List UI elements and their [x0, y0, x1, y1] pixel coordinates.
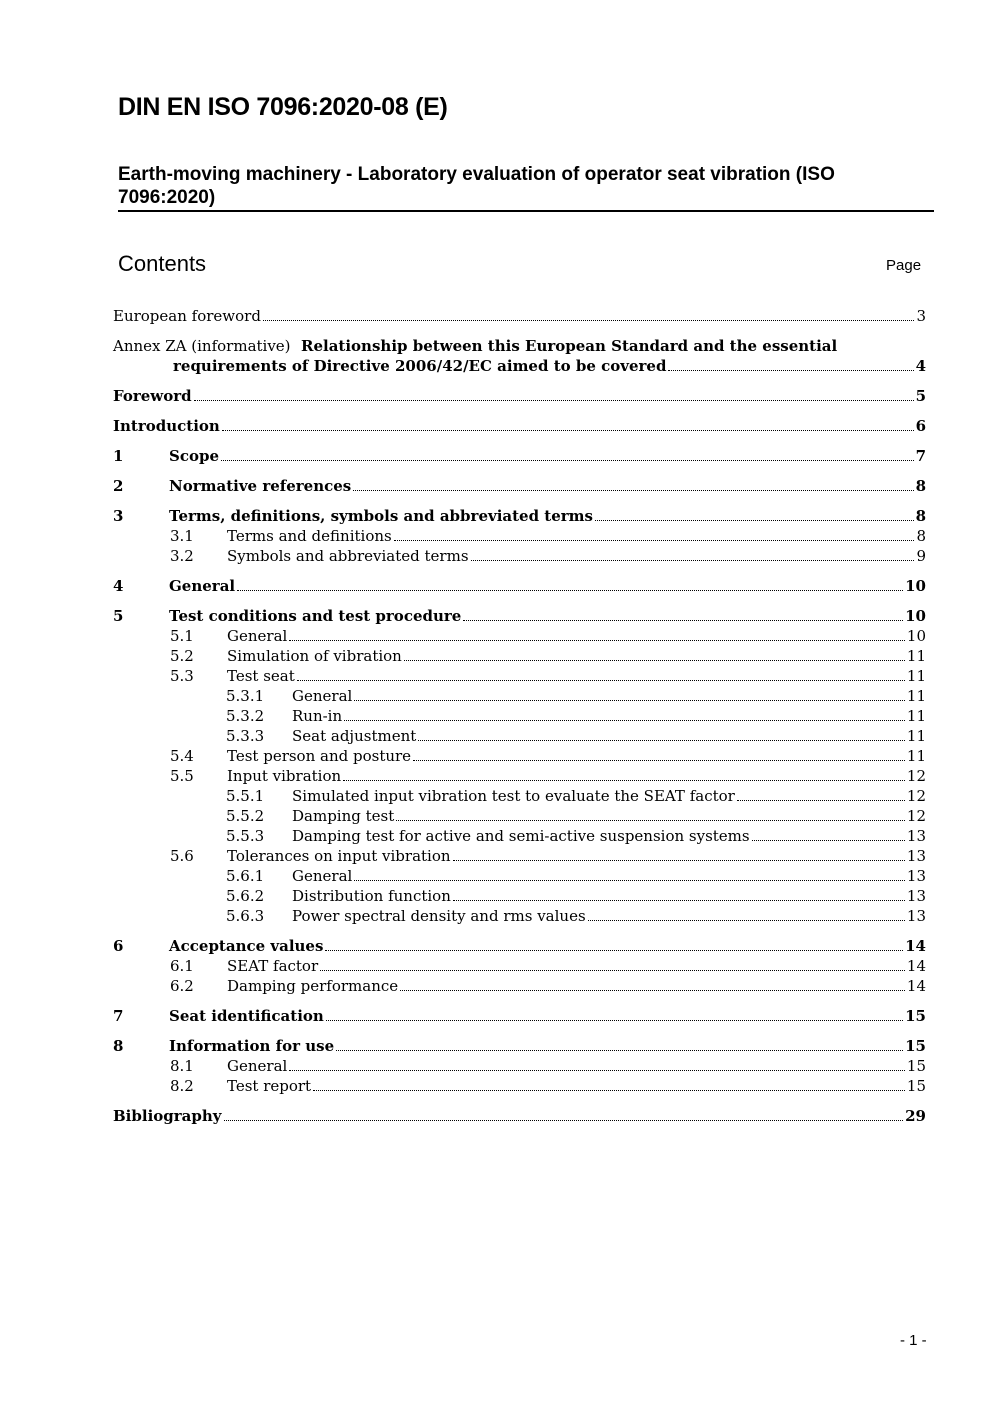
toc-entry-title: Seat adjustment	[292, 727, 417, 745]
toc-entry-number: 5.3.3	[226, 727, 265, 745]
toc-entry-title: Test person and posture	[227, 747, 412, 765]
toc-entry-page: 6	[915, 417, 926, 435]
toc-entry-page: 15	[906, 1057, 926, 1075]
toc-entry-title: Symbols and abbreviated terms	[227, 547, 469, 565]
toc-leader-dots	[297, 680, 905, 681]
toc-entry[interactable]	[113, 506, 926, 526]
toc-entry-number: 5.6	[170, 847, 194, 865]
toc-entry-title: Scope	[169, 447, 220, 465]
toc-entry-page: 8	[915, 477, 926, 495]
toc-entry-number: 5.5	[170, 767, 194, 785]
toc-entry-number: 5.6.2	[226, 887, 265, 905]
toc-entry-number: 2	[113, 477, 124, 495]
toc-entry-page: 4	[915, 357, 926, 375]
annex-title-line2: requirements of Directive 2006/42/EC aimed to be covered	[173, 357, 667, 375]
toc-entry[interactable]	[113, 526, 926, 546]
toc-entry[interactable]	[113, 826, 926, 846]
toc-entry-number: 5.3.2	[226, 707, 265, 725]
toc-entry-page: 11	[906, 747, 926, 765]
toc-entry-title: European foreword	[113, 307, 261, 325]
toc-entry-page: 29	[905, 1107, 926, 1125]
toc-entry[interactable]	[113, 746, 926, 766]
toc-entry-title: SEAT factor	[227, 957, 319, 975]
toc-entry-title: Simulation of vibration	[227, 647, 402, 665]
toc-entry[interactable]	[113, 576, 926, 596]
toc-entry-number: 6.2	[170, 977, 194, 995]
toc-leader-dots	[668, 370, 913, 371]
toc-leader-dots	[471, 560, 914, 561]
toc-leader-dots	[237, 590, 903, 591]
toc-leader-dots	[453, 900, 905, 901]
toc-list	[113, 386, 926, 1126]
toc-entry-title: General	[227, 627, 288, 645]
document-subtitle: Earth-moving machinery - Laboratory evaluation of operator seat vibration (ISO 7096:2020)	[118, 164, 835, 208]
toc-leader-dots	[353, 490, 913, 491]
toc-entry-number: 5.3	[170, 667, 194, 685]
toc-entry[interactable]	[113, 1076, 926, 1096]
toc-leader-dots	[595, 520, 914, 521]
toc-entry-page: 9	[916, 547, 926, 565]
toc-entry-title: Damping performance	[227, 977, 399, 995]
toc-entry-page: 10	[905, 607, 926, 625]
toc-leader-dots	[326, 1020, 903, 1021]
toc-entry-title: Acceptance values	[169, 937, 324, 955]
toc-entry-number: 1	[113, 447, 124, 465]
contents-heading: Contents	[118, 251, 207, 276]
toc-entry-page: 13	[906, 827, 926, 845]
toc-entry-title: Introduction	[113, 417, 220, 435]
toc-entry-number: 5.5.2	[226, 807, 265, 825]
toc-entry-number: 5.6.1	[226, 867, 265, 885]
toc-leader-dots	[396, 820, 905, 821]
toc-entry[interactable]	[113, 626, 926, 646]
page-column-heading: Page	[886, 257, 922, 274]
toc-entry[interactable]	[113, 546, 926, 566]
toc-entry[interactable]	[113, 906, 926, 926]
toc-leader-dots	[313, 1090, 905, 1091]
toc-leader-dots	[336, 1050, 903, 1051]
toc-entry-title: Distribution function	[292, 887, 451, 905]
toc-entry[interactable]	[113, 806, 926, 826]
toc-entry-page: 10	[906, 627, 926, 645]
toc-entry[interactable]	[113, 866, 926, 886]
toc-entry-title: Damping test	[292, 807, 395, 825]
toc-entry-page: 11	[906, 647, 926, 665]
toc-entry-page: 11	[906, 687, 926, 705]
toc-entry[interactable]	[113, 786, 926, 806]
toc-entry[interactable]	[113, 936, 926, 956]
toc-entry-number: 8.1	[170, 1057, 194, 1075]
toc-entry-number: 5	[113, 607, 124, 625]
toc-leader-dots	[354, 880, 905, 881]
toc-entry-title: General	[169, 577, 236, 595]
toc-entry-page: 13	[906, 907, 926, 925]
toc-entry[interactable]	[113, 976, 926, 996]
toc-entry-page: 13	[906, 887, 926, 905]
toc-entry-title: Input vibration	[227, 767, 342, 785]
toc-leader-dots	[413, 760, 905, 761]
toc-entry-title: Run-in	[292, 707, 343, 725]
toc-entry-page: 14	[906, 957, 926, 975]
toc-entry-title: General	[292, 867, 353, 885]
toc-entry[interactable]	[113, 1056, 926, 1076]
toc-entry-title: Terms, definitions, symbols and abbreviated terms	[169, 507, 593, 525]
toc-entry[interactable]	[113, 386, 926, 406]
toc-entry-title: General	[292, 687, 353, 705]
toc-entry-page: 10	[905, 577, 926, 595]
toc-entry[interactable]	[113, 416, 926, 436]
toc-entry-title: Foreword	[113, 387, 192, 405]
toc-entry-title: Information for use	[169, 1037, 335, 1055]
toc-entry-page: 12	[906, 787, 926, 805]
toc-entry-number: 6.1	[170, 957, 194, 975]
toc-entry-annex-za[interactable]	[113, 336, 926, 376]
toc-entry[interactable]	[113, 666, 926, 686]
toc-entry-title: Simulated input vibration test to evaluate the SEAT factor	[292, 787, 735, 805]
toc-entry-page: 12	[906, 807, 926, 825]
toc-entry-title: Tolerances on input vibration	[227, 847, 451, 865]
toc-leader-dots	[289, 640, 905, 641]
toc-leader-dots	[224, 1120, 904, 1121]
toc-leader-dots	[737, 800, 905, 801]
toc-entry[interactable]	[113, 766, 926, 786]
toc-leader-dots	[400, 990, 905, 991]
toc-entry-page: 8	[916, 527, 926, 545]
toc-entry-number: 8	[113, 1037, 124, 1055]
toc-entry[interactable]	[113, 706, 926, 726]
toc-entry[interactable]	[113, 726, 926, 746]
toc-entry-number: 5.1	[170, 627, 194, 645]
toc-entry-page: 13	[906, 867, 926, 885]
toc-entry-page: 15	[906, 1077, 926, 1095]
toc-leader-dots	[418, 740, 905, 741]
toc-entry-page: 3	[916, 307, 926, 325]
toc-entry[interactable]	[113, 1036, 926, 1056]
toc-leader-dots	[344, 720, 905, 721]
toc-entry-title: Test seat	[227, 667, 295, 685]
toc-entry-title: Terms and definitions	[227, 527, 392, 545]
toc-leader-dots	[222, 430, 914, 431]
toc-entry-page: 11	[906, 667, 926, 685]
toc-entry[interactable]	[113, 686, 926, 706]
toc-leader-dots	[221, 460, 914, 461]
toc-entry[interactable]	[113, 1106, 926, 1126]
toc-entry-number: 6	[113, 937, 124, 955]
toc-entry-page: 15	[905, 1007, 926, 1025]
toc-entry-title: Normative references	[169, 477, 352, 495]
toc-leader-dots	[354, 700, 905, 701]
toc-entry-title: Test conditions and test procedure	[169, 607, 462, 625]
toc-entry-page: 14	[905, 937, 926, 955]
toc-entry-european-foreword[interactable]	[113, 306, 926, 326]
toc-entry-number: 5.6.3	[226, 907, 265, 925]
toc-entry-number: 5.4	[170, 747, 194, 765]
toc-leader-dots	[289, 1070, 905, 1071]
toc-entry-number: 3.1	[170, 527, 194, 545]
toc-entry-page: 5	[915, 387, 926, 405]
toc-entry[interactable]	[113, 606, 926, 626]
title-rule	[118, 210, 934, 212]
toc-entry-page: 11	[906, 727, 926, 745]
annex-title-line1: Relationship between this European Standard and the essential	[301, 337, 838, 355]
toc-leader-dots	[263, 320, 914, 321]
toc-entry[interactable]	[113, 886, 926, 906]
toc-entry-number: 5.5.3	[226, 827, 265, 845]
toc-entry-number: 8.2	[170, 1077, 194, 1095]
toc-entry-number: 7	[113, 1007, 124, 1025]
toc-entry-page: 14	[906, 977, 926, 995]
toc-entry-number: 4	[113, 577, 124, 595]
table-of-contents	[113, 306, 926, 1126]
toc-leader-dots	[453, 860, 905, 861]
document-title: DIN EN ISO 7096:2020-08 (E)	[118, 93, 448, 121]
toc-leader-dots	[320, 970, 905, 971]
toc-entry-number: 3.2	[170, 547, 194, 565]
toc-leader-dots	[394, 540, 914, 541]
toc-leader-dots	[752, 840, 905, 841]
toc-leader-dots	[404, 660, 905, 661]
toc-entry-page: 13	[906, 847, 926, 865]
toc-entry[interactable]	[113, 956, 926, 976]
toc-entry-page: 8	[915, 507, 926, 525]
page-number: - 1 -	[900, 1332, 927, 1349]
toc-leader-dots	[325, 950, 903, 951]
toc-leader-dots	[588, 920, 905, 921]
toc-entry[interactable]	[113, 646, 926, 666]
toc-entry-title: Test report	[227, 1077, 312, 1095]
toc-entry-title: Power spectral density and rms values	[292, 907, 586, 925]
toc-entry[interactable]	[113, 846, 926, 866]
toc-entry-page: 11	[906, 707, 926, 725]
toc-leader-dots	[194, 400, 914, 401]
toc-entry-page: 15	[905, 1037, 926, 1055]
toc-entry-page: 7	[915, 447, 926, 465]
toc-entry-number: 5.5.1	[226, 787, 265, 805]
toc-entry[interactable]	[113, 1006, 926, 1026]
toc-entry-number: 5.3.1	[226, 687, 265, 705]
toc-entry-title: Seat identification	[169, 1007, 324, 1025]
toc-entry-title: Bibliography	[113, 1107, 222, 1125]
toc-leader-dots	[463, 620, 903, 621]
toc-entry[interactable]	[113, 446, 926, 466]
toc-entry-number: 5.2	[170, 647, 194, 665]
toc-entry-number: 3	[113, 507, 124, 525]
toc-entry-page: 12	[906, 767, 926, 785]
toc-entry-title: Damping test for active and semi-active suspension systems	[292, 827, 750, 845]
toc-entry[interactable]	[113, 476, 926, 496]
toc-leader-dots	[343, 780, 905, 781]
toc-entry-title: General	[227, 1057, 288, 1075]
annex-label: Annex ZA (informative)	[113, 337, 291, 355]
